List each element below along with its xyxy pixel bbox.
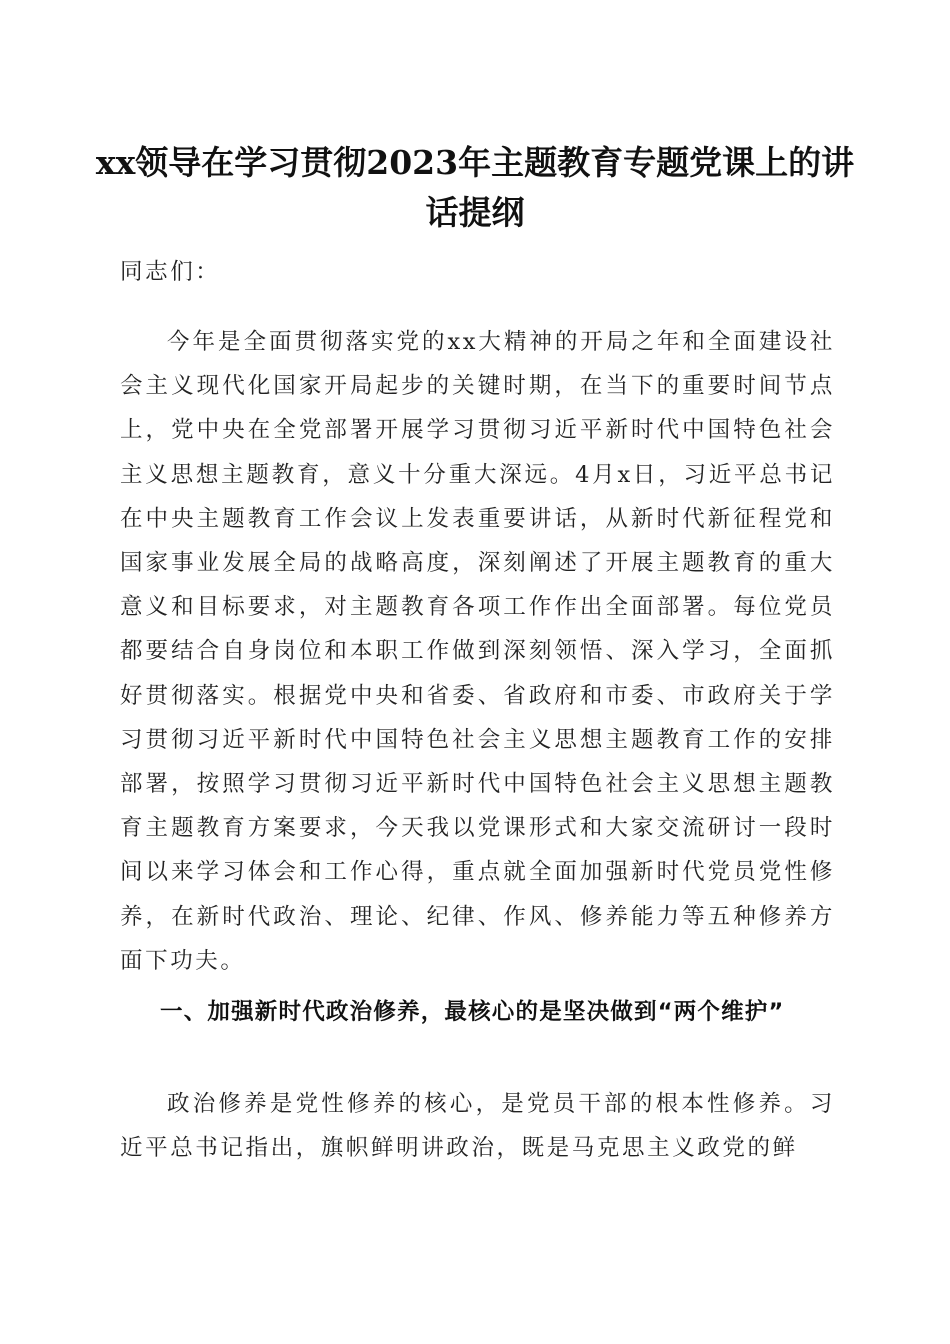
section-heading: 一、加强新时代政治修养，最核心的是坚决做到“两个维护” bbox=[160, 999, 785, 1025]
page-title: xx领导在学习贯彻2023年主题教育专题党课上的讲话提纲 bbox=[95, 143, 855, 232]
section-paragraph: 政治修养是党性修养的核心，是党员干部的根本性修养。习近平总书记指出，旗帜鲜明讲政治，既是马克思主义政党的鲜 bbox=[120, 1091, 835, 1162]
body-paragraph: 今年是全面贯彻落实党的xx大精神的开局之年和全面建设社会主义现代化国家开局起步的关键时期，在当下的重要时间节点上，党中央在全党部署开展学习贯彻习近平新时代中国特色社会主义思想主题教育，意义十分重大深远。4月x日，习近平总书记在中央主题教育工作会议上发表重要讲话，从新时代新征程党和国家事业发展全局的战略高度，深刻阐述了开展主题教育的重大意义和目标要求，对主题教育各项工作作出全面部署。每位党员都要结合自身岗位和本职工作做到深刻领悟、深入学习，全面抓好贯彻落实。根据党中央和省委、省政府和市委、市政府关于学习贯彻习近平新时代中国特色社会主义思想主题教育工作的安排部署，按照学习贯彻习近平新时代中国特色社会主义思想主题教育主题教育方案要求，今天我以党课形式和大家交流研讨一段时间以来学习体会和工作心得，重点就全面加强新时代党员党性修养，在新时代政治、理论、纪律、作风、修养能力等五种修养方面下功夫。 bbox=[120, 329, 835, 974]
salutation: 同志们： bbox=[120, 259, 221, 285]
